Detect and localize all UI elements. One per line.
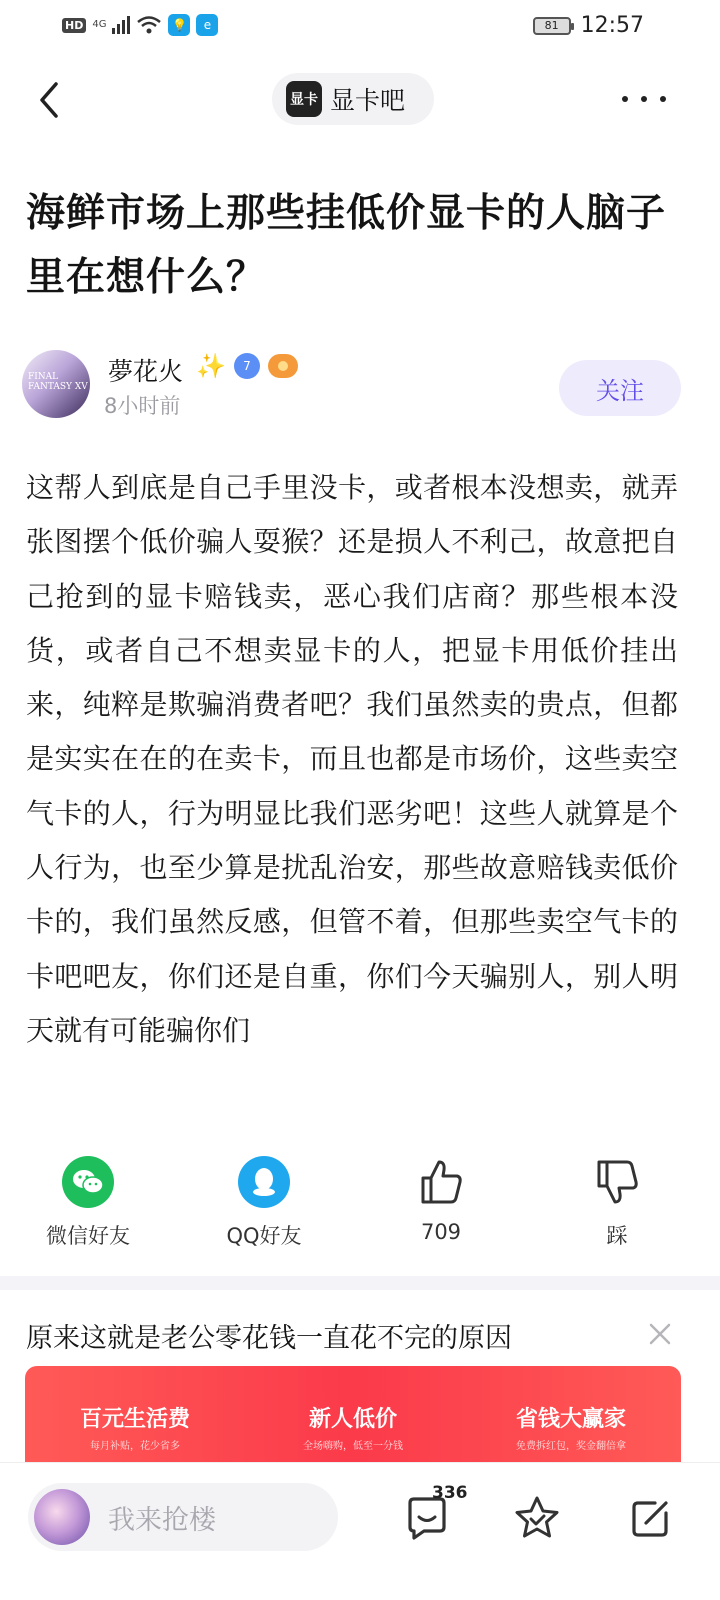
ad-title[interactable]: 原来这就是老公零花钱一直花不完的原因	[26, 1323, 512, 1354]
dot-icon	[641, 96, 647, 102]
back-button[interactable]	[30, 80, 70, 120]
promo-subtitle: 每月补贴，花少省多	[90, 1441, 180, 1452]
post-time: 8小时前	[104, 394, 181, 418]
forum-chip[interactable]	[272, 73, 434, 125]
promo-title: 百元生活费	[79, 1407, 190, 1432]
dislike-label: 踩	[606, 1224, 628, 1248]
share-wechat-button[interactable]	[18, 1156, 158, 1250]
share-edit-button[interactable]	[628, 1495, 674, 1541]
comment-input[interactable]	[28, 1483, 338, 1551]
wifi-icon	[136, 15, 162, 35]
battery-icon: 81	[533, 17, 571, 35]
level-badge: 7	[234, 353, 260, 379]
gamepad-badge-icon	[268, 354, 298, 378]
promo-title: 省钱大赢家	[515, 1407, 626, 1432]
user-avatar	[34, 1489, 90, 1545]
post-body: 这帮人到底是自己手里没卡，或者根本没想卖，就弄张图摆个低价骗人耍猴？还是损人不利己，故意把自己抢到的显卡赔钱卖，恶心我们店商？那些根本没货，或者自己不想卖显卡的人，把显卡用低价挂出来，纯粹是欺骗消费者吧？我们虽然卖的贵点，但都是实实在在的在卖卡，而且也都是市场价，这些卖空气卡的人，行为明显比我们恶劣吧！这些人就算是个人行为，也至少算是扰乱治安，那些故意赔钱卖低价卡的，我们虽然反感，但管不着，但那些卖空气卡的卡吧吧友，你们还是自重，你们今天骗别人，别人明天就有可能骗你们	[26, 471, 678, 1047]
status-right	[533, 13, 644, 38]
ad-close-button[interactable]	[646, 1320, 674, 1348]
dot-icon	[622, 96, 628, 102]
ad-banner[interactable]	[25, 1366, 681, 1466]
promo-item	[471, 1402, 671, 1452]
promo-subtitle: 免费拆红包，奖金翻倍拿	[516, 1441, 626, 1452]
promo-item	[35, 1402, 235, 1452]
sparkle-icon: ✨	[196, 352, 226, 380]
author-name[interactable]: 夢花火	[108, 357, 184, 386]
clock: 12:57	[580, 13, 644, 38]
promo-title: 新人低价	[308, 1407, 397, 1432]
share-wechat-label: 微信好友	[46, 1224, 130, 1248]
bulb-app-icon: 💡	[168, 14, 190, 36]
comment-count: 336	[432, 1483, 468, 1503]
browser-app-icon: e	[196, 14, 218, 36]
follow-button[interactable]: 关注	[559, 360, 681, 416]
favorite-button[interactable]	[512, 1493, 562, 1543]
share-row	[0, 1156, 720, 1256]
edit-icon	[628, 1495, 674, 1541]
star-icon	[512, 1493, 562, 1543]
network-type: 4G	[92, 19, 107, 30]
more-options-button[interactable]	[622, 86, 666, 112]
forum-name: 显卡吧	[330, 86, 406, 115]
like-count: 709	[420, 1220, 462, 1244]
hd-badge: HD	[62, 18, 86, 33]
forum-logo: 显卡	[286, 81, 322, 117]
close-icon	[646, 1320, 674, 1348]
comment-placeholder: 我来抢楼	[108, 1504, 216, 1536]
promo-item	[253, 1402, 453, 1452]
wechat-icon	[62, 1156, 114, 1208]
status-bar	[0, 0, 720, 54]
signal-icon	[112, 16, 130, 34]
avatar-logo-text: FINAL FANTASY XV	[28, 372, 88, 392]
author-avatar[interactable]	[22, 350, 90, 418]
promo-subtitle: 全场嗨购，低至一分钱	[303, 1441, 403, 1452]
status-left	[62, 14, 218, 36]
like-button[interactable]	[371, 1156, 511, 1244]
thumbs-up-icon	[415, 1156, 467, 1208]
share-qq-label: QQ好友	[226, 1224, 302, 1248]
dislike-button[interactable]	[547, 1156, 687, 1250]
bottom-bar	[0, 1462, 720, 1600]
section-divider	[0, 1276, 720, 1290]
chevron-left-icon	[30, 80, 70, 120]
share-qq-button[interactable]	[194, 1156, 334, 1250]
post-title: 海鲜市场上那些挂低价显卡的人脑子里在想什么？	[26, 191, 667, 300]
thumbs-down-icon	[591, 1156, 643, 1208]
author-badges	[196, 352, 298, 380]
qq-icon	[238, 1156, 290, 1208]
dot-icon	[660, 96, 666, 102]
